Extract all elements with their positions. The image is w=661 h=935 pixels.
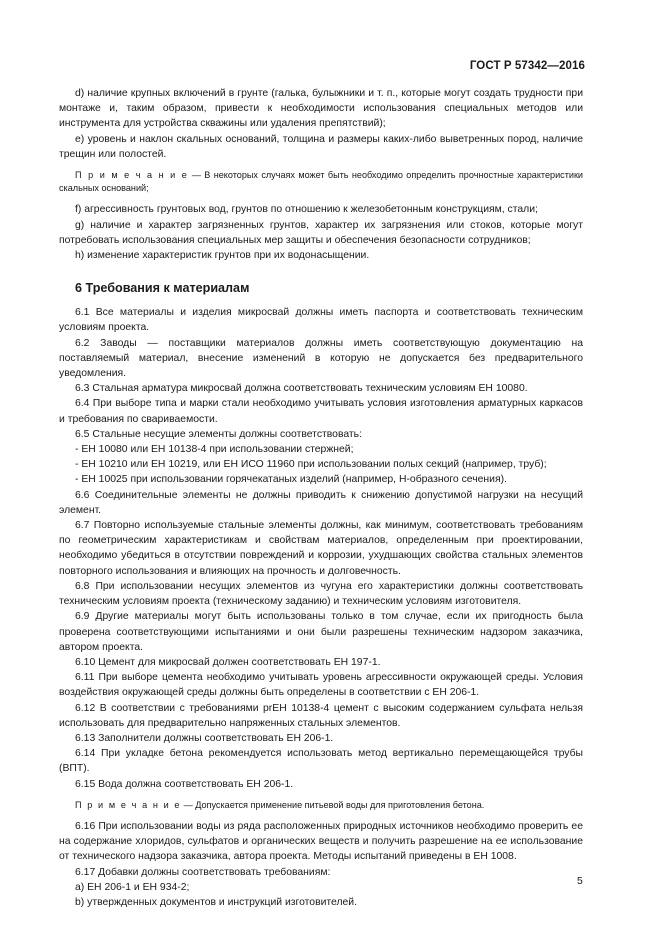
list-item: - ЕН 10210 или ЕН 10219, или ЕН ИСО 11960 при использовании полых секций (например, труб); xyxy=(75,459,547,471)
paragraph: 6.8 При использовании несущих элементов из чугуна его характеристики должны соответствовать техническим условиям проекта (техническому заданию) и техническим условиям изготовителя. xyxy=(59,580,583,608)
paragraph: 6.15 Вода должна соответствовать ЕН 206-1. xyxy=(75,778,294,790)
list-item: e) уровень и наклон скальных оснований, толщина и размеры каких-либо выветренных пород, наличие трещин или полостей. xyxy=(59,133,583,160)
paragraph: 6.13 Заполнители должны соответствовать ЕН 206-1. xyxy=(75,732,334,744)
list-item: h) изменение характеристик грунтов при их водонасыщении. xyxy=(75,250,370,262)
list-item: b) утвержденных документов и инструкций изготовителей. xyxy=(75,896,358,908)
list-item: a) ЕН 206-1 и ЕН 934-2; xyxy=(75,881,190,893)
list-item: d) наличие крупных включений в грунте (галька, булыжники и т. п., которые могут создать трудности при монтаже и, таким образом, привести к необходимости использования специальных методов или инструмента для устройства скважины или удаления препятствий); xyxy=(59,88,583,130)
page-body xyxy=(59,86,583,910)
paragraph: 6.7 Повторно используемые стальные элементы должны, как минимум, соответствовать требованиям по геометрическим характеристикам и свойствам материалов, определенным при проектировании, необходимо убедиться в отсутствии повреждений и коррозии, ухудшающих свойства стальных элементов повторного использования и влияющих на прочность и долговечность. xyxy=(59,520,583,577)
list-item: g) наличие и характер загрязненных грунтов, характер их загрязнения или стоков, которые могут потребовать использования специальных мер защиты и обеспечения безопасности сотрудников; xyxy=(59,219,583,246)
note-text: — В некоторых случаях может быть необходимо определить прочностные характеристики скальных оснований; xyxy=(59,170,584,194)
paragraph: 6.5 Стальные несущие элементы должны соответствовать: xyxy=(75,428,362,440)
paragraph: 6.3 Стальная арматура микросвай должна соответствовать техническим условиям ЕН 10080. xyxy=(75,383,528,395)
list-item: - ЕН 10080 или ЕН 10138-4 при использовании стержней; xyxy=(75,444,354,456)
paragraph: 6.1 Все материалы и изделия микросвай должны иметь паспорта и соответствовать техническим условиям проекта. xyxy=(59,307,583,334)
paragraph: 6.12 В соответствии с требованиями prЕН 10138-4 цемент с высоким содержанием сульфата нельзя использовать для предварительно напряженных стальных элементов. xyxy=(59,702,583,729)
list-item: - ЕН 10025 при использовании горячекатаных изделий (например, Н-образного сечения). xyxy=(75,474,507,486)
note-label: П р и м е ч а н и е xyxy=(75,170,189,181)
paragraph: 6.2 Заводы — поставщики материалов должны иметь соответствующую документацию на поставляемый материал, внесение изменений в которую не допускается без предварительного уведомления. xyxy=(59,337,583,380)
note-text: — Допускается применение питьевой воды для приготовления бетона. xyxy=(181,799,485,810)
paragraph: 6.4 При выборе типа и марки стали необходимо учитывать условия изготовления арматурных каркасов и требования по свариваемости. xyxy=(59,398,583,425)
paragraph: 6.14 При укладке бетона рекомендуется использовать метод вертикально перемещающейся трубы (ВПТ). xyxy=(59,748,583,775)
paragraph: 6.11 При выборе цемента необходимо учитывать уровень агрессивности окружающей среды. Условия воздействия окружающей среды должны быть определены в соответствии с ЕН 206-1. xyxy=(59,672,583,699)
paragraph: 6.10 Цемент для микросвай должен соответствовать ЕН 197-1. xyxy=(75,656,381,668)
list-item: f) агрессивность грунтовых вод, грунтов по отношению к железобетонным конструкциям, стали; xyxy=(75,204,538,216)
note xyxy=(59,169,583,195)
paragraph: 6.9 Другие материалы могут быть использованы только в том случае, если их пригодность была проверена соответствующими испытаниями и они были разрешены техническим надзором заказчика, автором проекта. xyxy=(59,611,583,653)
note-label: П р и м е ч а н и е xyxy=(75,799,182,810)
paragraph: 6.17 Добавки должны соответствовать требованиям: xyxy=(75,866,331,878)
paragraph: 6.16 При использовании воды из ряда расположенных природных источников необходимо проверить ее на содержание хлоридов, сульфатов и органических веществ и получить разрешение на ее использование от технического надзора заказчика, автора проекта. Методы испытаний приведены в ЕН 1008. xyxy=(59,820,583,863)
section-title: 6 Требования к материалам xyxy=(75,281,250,296)
note xyxy=(59,799,583,812)
document-code: ГОСТ Р 57342—2016 xyxy=(469,60,585,72)
page-number: 5 xyxy=(577,876,583,887)
paragraph: 6.6 Соединительные элементы не должны приводить к снижению допустимой нагрузки на несущий элемент. xyxy=(59,489,583,516)
